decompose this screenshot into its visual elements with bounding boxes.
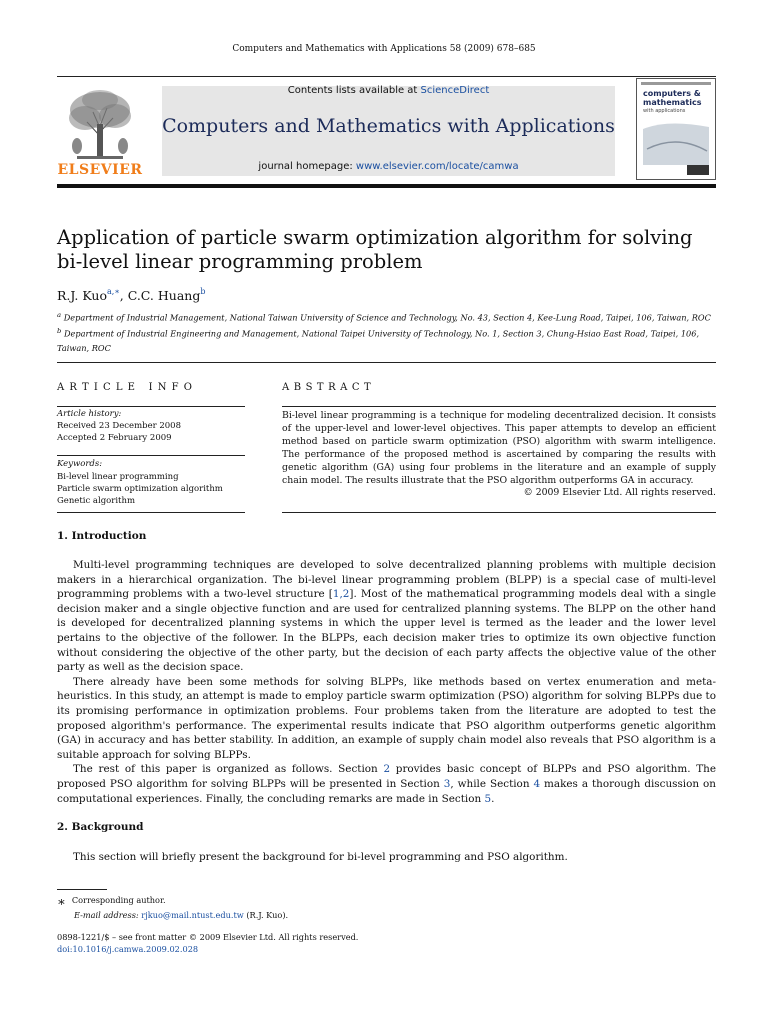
paragraph-text: makes a thorough discussion on computational experiences. Finally, the concluding remarks are made in Section xyxy=(57,777,716,805)
citation-link[interactable]: 1,2 xyxy=(332,588,350,601)
contents-line xyxy=(162,85,615,96)
article-info-heading: ARTICLE INFO xyxy=(57,382,198,393)
affiliation-mark: a xyxy=(57,311,62,319)
email-link[interactable]: rjkuo@mail.ntust.edu.tw xyxy=(141,910,244,920)
homepage-prefix: journal homepage: xyxy=(258,161,356,172)
section-heading-introduction: 1. Introduction xyxy=(57,530,147,542)
keywords-label: Keywords: xyxy=(57,459,103,469)
header-divider xyxy=(57,362,716,363)
author-affiliation-mark[interactable]: b xyxy=(200,287,206,296)
elsevier-wordmark: ELSEVIER xyxy=(57,162,143,178)
paragraph xyxy=(57,762,716,806)
article-info-divider xyxy=(57,455,245,456)
cover-title-line-2: mathematics xyxy=(643,98,702,107)
keyword-list xyxy=(57,471,223,507)
author-separator: , xyxy=(119,288,128,303)
article-info-divider xyxy=(57,406,245,407)
paragraph-text: provides basic concept of BLPPs and PSO algorithm. The proposed PSO algorithm for solving BLPPs will be presented in Section xyxy=(57,763,716,790)
section-link[interactable]: 2 xyxy=(383,763,391,776)
section-link[interactable]: 5 xyxy=(484,792,492,805)
author-name: R.J. Kuo xyxy=(57,288,108,303)
paragraph: This section will briefly present the background for bi-level programming and PSO algorithm. xyxy=(73,851,568,863)
background-body xyxy=(57,850,716,865)
keyword: Genetic algorithm xyxy=(57,496,135,506)
keyword: Bi-level linear programming xyxy=(57,472,179,482)
abstract-divider xyxy=(282,512,716,513)
footnote-text: Corresponding author. xyxy=(71,895,166,905)
cover-artwork xyxy=(637,79,715,179)
abstract-text: Bi-level linear programming is a technique for modeling decentralized decision. It consists of the upper-level and lower-level objectives. This paper attempts to develop an efficient method based on particle swarm optimization (PSO) algorithm with swarm intelligence. The performance of the proposed method is ascertained by comparing the results with genetic algorithm (GA) using four problems in the literature and an example of supply chain model. The results illustrate that the PSO algorithm outperforms GA in accuracy. xyxy=(282,410,716,487)
affiliation-text: Department of Industrial Engineering and Management, National Taipei University of Technology, No. 1, Section 3, Chung-Hsiao East Road, Taipei, 106, Taiwan, ROC xyxy=(57,328,700,353)
author-list xyxy=(57,287,716,303)
received-date: Received 23 December 2008 xyxy=(57,421,181,431)
paragraph-text: ]. Most of the mathematical programming models deal with a single decision maker and a single objective function and are used for centralized planning systems. The BLPP on the other hand is developed for decentralized planning systems in which the upper level is termed as the leader and the lower level pertains to the objective of the follower. In the BLPPs, each decision maker tries to optimize its own objective function without considering the objective of the other party, but the decision of each party affects the objective value of the other party as well as the decision space. xyxy=(57,588,716,674)
journal-homepage-line xyxy=(162,161,615,172)
journal-cover-thumbnail xyxy=(636,78,716,180)
footnote-mark: ∗ xyxy=(57,895,66,910)
doi-link[interactable]: doi:10.1016/j.camwa.2009.02.028 xyxy=(57,944,199,954)
email-line xyxy=(57,909,288,922)
section-link[interactable]: 3 xyxy=(443,777,451,790)
footnote-line xyxy=(57,894,288,909)
affiliation-text: Department of Industrial Management, National Taiwan University of Science and Technology, No. 43, Section 4, Kee-Lung Road, Taipei, 106, Taiwan, ROC xyxy=(63,312,711,323)
affiliation-mark: b xyxy=(57,327,62,335)
paragraph-text: . xyxy=(491,792,495,805)
paragraph: There already have been some methods for solving BLPPs, like methods based on vertex enumeration and meta-heuristics. In this study, an attempt is made to employ particle swarm optimization (PSO) algorithm for solving BLPPs due to its promising performance in optimization problems. Four problems taken from the literature are adopted to test the proposed algorithm's performance. The experimental results indicate that PSO algorithm outperforms genetic algorithm (GA) in accuracy and has better stability. In addition, an example of supply chain model also reveals that PSO algorithm is a suitable approach for solving BLPPs. xyxy=(57,675,716,761)
affiliation xyxy=(57,310,716,324)
affiliation xyxy=(57,324,716,355)
paragraph xyxy=(57,558,716,675)
paragraph-text: , while Section xyxy=(450,777,534,790)
section-link[interactable]: 4 xyxy=(533,777,541,790)
abstract-copyright: © 2009 Elsevier Ltd. All rights reserved. xyxy=(523,487,716,498)
article-history-label: Article history: xyxy=(57,409,122,419)
cover-subtitle: with applications xyxy=(643,108,686,114)
article-title: Application of particle swarm optimization algorithm for solving bi-level linear programming problem xyxy=(57,226,693,273)
footnote-divider xyxy=(57,889,107,890)
section-heading-background: 2. Background xyxy=(57,821,144,833)
cover-title-line-1: computers & xyxy=(643,89,701,98)
paragraph-text: The rest of this paper is organized as follows. Section xyxy=(73,763,384,776)
accepted-date: Accepted 2 February 2009 xyxy=(57,433,172,443)
journal-title: Computers and Mathematics with Applications xyxy=(162,115,615,137)
sciencedirect-link[interactable]: ScienceDirect xyxy=(420,85,490,96)
keyword: Particle swarm optimization algorithm xyxy=(57,484,223,494)
paragraph-text: Multi-level programming techniques are developed to solve decentralized planning problems with multiple decision makers in a hierarchical organization. The bi-level linear programming problem (BLPP) is a special case of multi-level programming problems with a two-level structure [ xyxy=(57,559,716,601)
email-suffix: (R.J. Kuo). xyxy=(243,910,289,920)
corresponding-author-footnote xyxy=(57,894,288,922)
introduction-body xyxy=(57,558,716,806)
homepage-link[interactable]: www.elsevier.com/locate/camwa xyxy=(355,161,519,172)
author-affiliation-mark[interactable]: a,∗ xyxy=(107,287,120,296)
masthead-top-rule xyxy=(57,76,716,77)
running-header: Computers and Mathematics with Applications 58 (2009) 678–685 xyxy=(232,44,536,54)
article-info-divider xyxy=(57,512,245,513)
abstract-divider xyxy=(282,406,716,407)
issn-line: 0898-1221/$ – see front matter © 2009 Elsevier Ltd. All rights reserved. xyxy=(57,932,359,942)
email-label: E-mail address: xyxy=(74,910,142,920)
masthead-bottom-rule xyxy=(57,184,716,188)
abstract-heading: ABSTRACT xyxy=(282,382,376,393)
author-name: C.C. Huang xyxy=(127,288,201,303)
contents-prefix: Contents lists available at xyxy=(287,85,421,96)
